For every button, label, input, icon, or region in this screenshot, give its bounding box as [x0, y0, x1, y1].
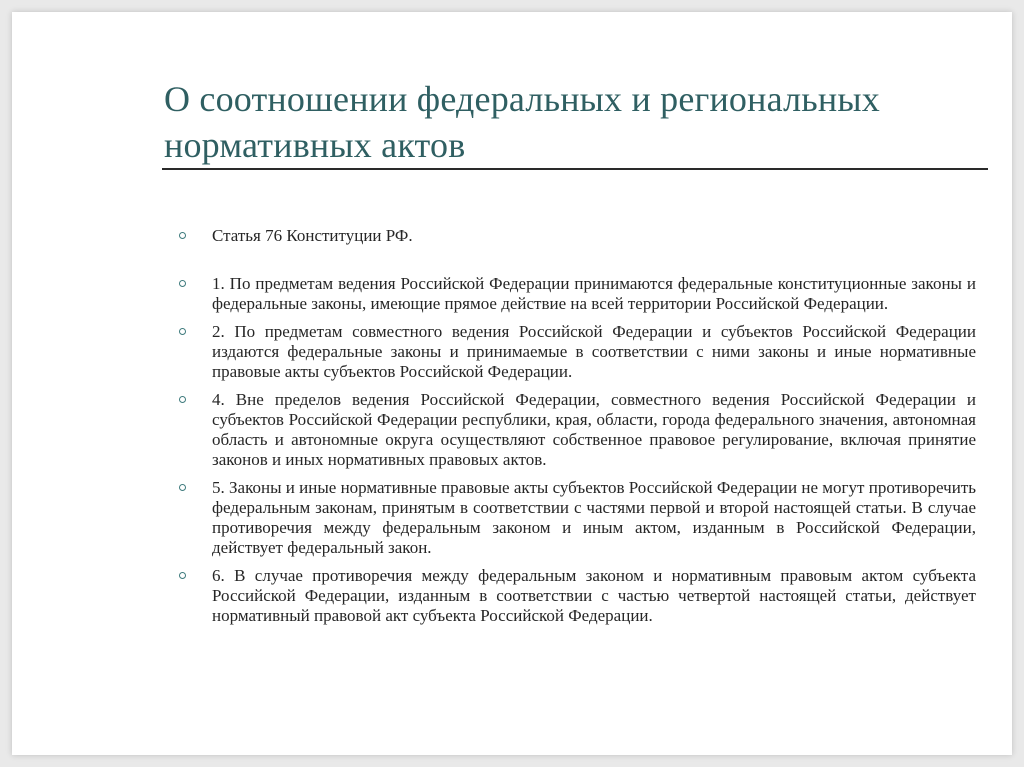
slide-title-line-2: нормативных актов	[164, 125, 466, 165]
bullet-circle-icon	[179, 572, 186, 579]
slide-title	[164, 76, 984, 168]
list-item-text: 4. Вне пределов ведения Российской Федерации, совместного ведения Российской Федерации и субъектов Российской Федерации республики, края, области, города федерального значения, автономная область и автономные округа осуществляют собственное правовое регулирование, включая принятие законов и иных нормативных правовых актов.	[212, 390, 976, 469]
bullet-circle-icon	[179, 396, 186, 403]
list-item	[162, 322, 976, 382]
slide-title-line-1: О соотношении федеральных и региональных	[164, 79, 880, 119]
slide	[12, 12, 1012, 755]
list-item-text: Статья 76 Конституции РФ.	[212, 226, 413, 245]
bullet-list	[162, 226, 976, 634]
list-item	[162, 226, 976, 246]
list-item	[162, 566, 976, 626]
title-divider	[162, 168, 988, 170]
list-item	[162, 478, 976, 558]
list-item-text: 6. В случае противоречия между федеральным законом и нормативным правовым актом субъекта Российской Федерации, изданным в соответствии с частью четвертой настоящей статьи, действует нормативный правовой акт субъекта Российской Федерации.	[212, 566, 976, 625]
list-item	[162, 390, 976, 470]
list-item-text: 5. Законы и иные нормативные правовые акты субъектов Российской Федерации не могут противоречить федеральным законам, принятым в соответствии с частями первой и второй настоящей статьи. В случае противоречия между федеральным законом и иным актом, изданным в Российской Федерации, действует федеральный закон.	[212, 478, 976, 557]
list-item	[162, 274, 976, 314]
list-item-text: 1. По предметам ведения Российской Федерации принимаются федеральные конституционные законы и федеральные законы, имеющие прямое действие на всей территории Российской Федерации.	[212, 274, 976, 313]
bullet-circle-icon	[179, 280, 186, 287]
bullet-circle-icon	[179, 232, 186, 239]
list-item-text: 2. По предметам совместного ведения Российской Федерации и субъектов Российской Федерации издаются федеральные законы и принимаемые в соответствии с ними законы и иные нормативные правовые акты субъектов Российской Федерации.	[212, 322, 976, 381]
bullet-circle-icon	[179, 328, 186, 335]
bullet-circle-icon	[179, 484, 186, 491]
